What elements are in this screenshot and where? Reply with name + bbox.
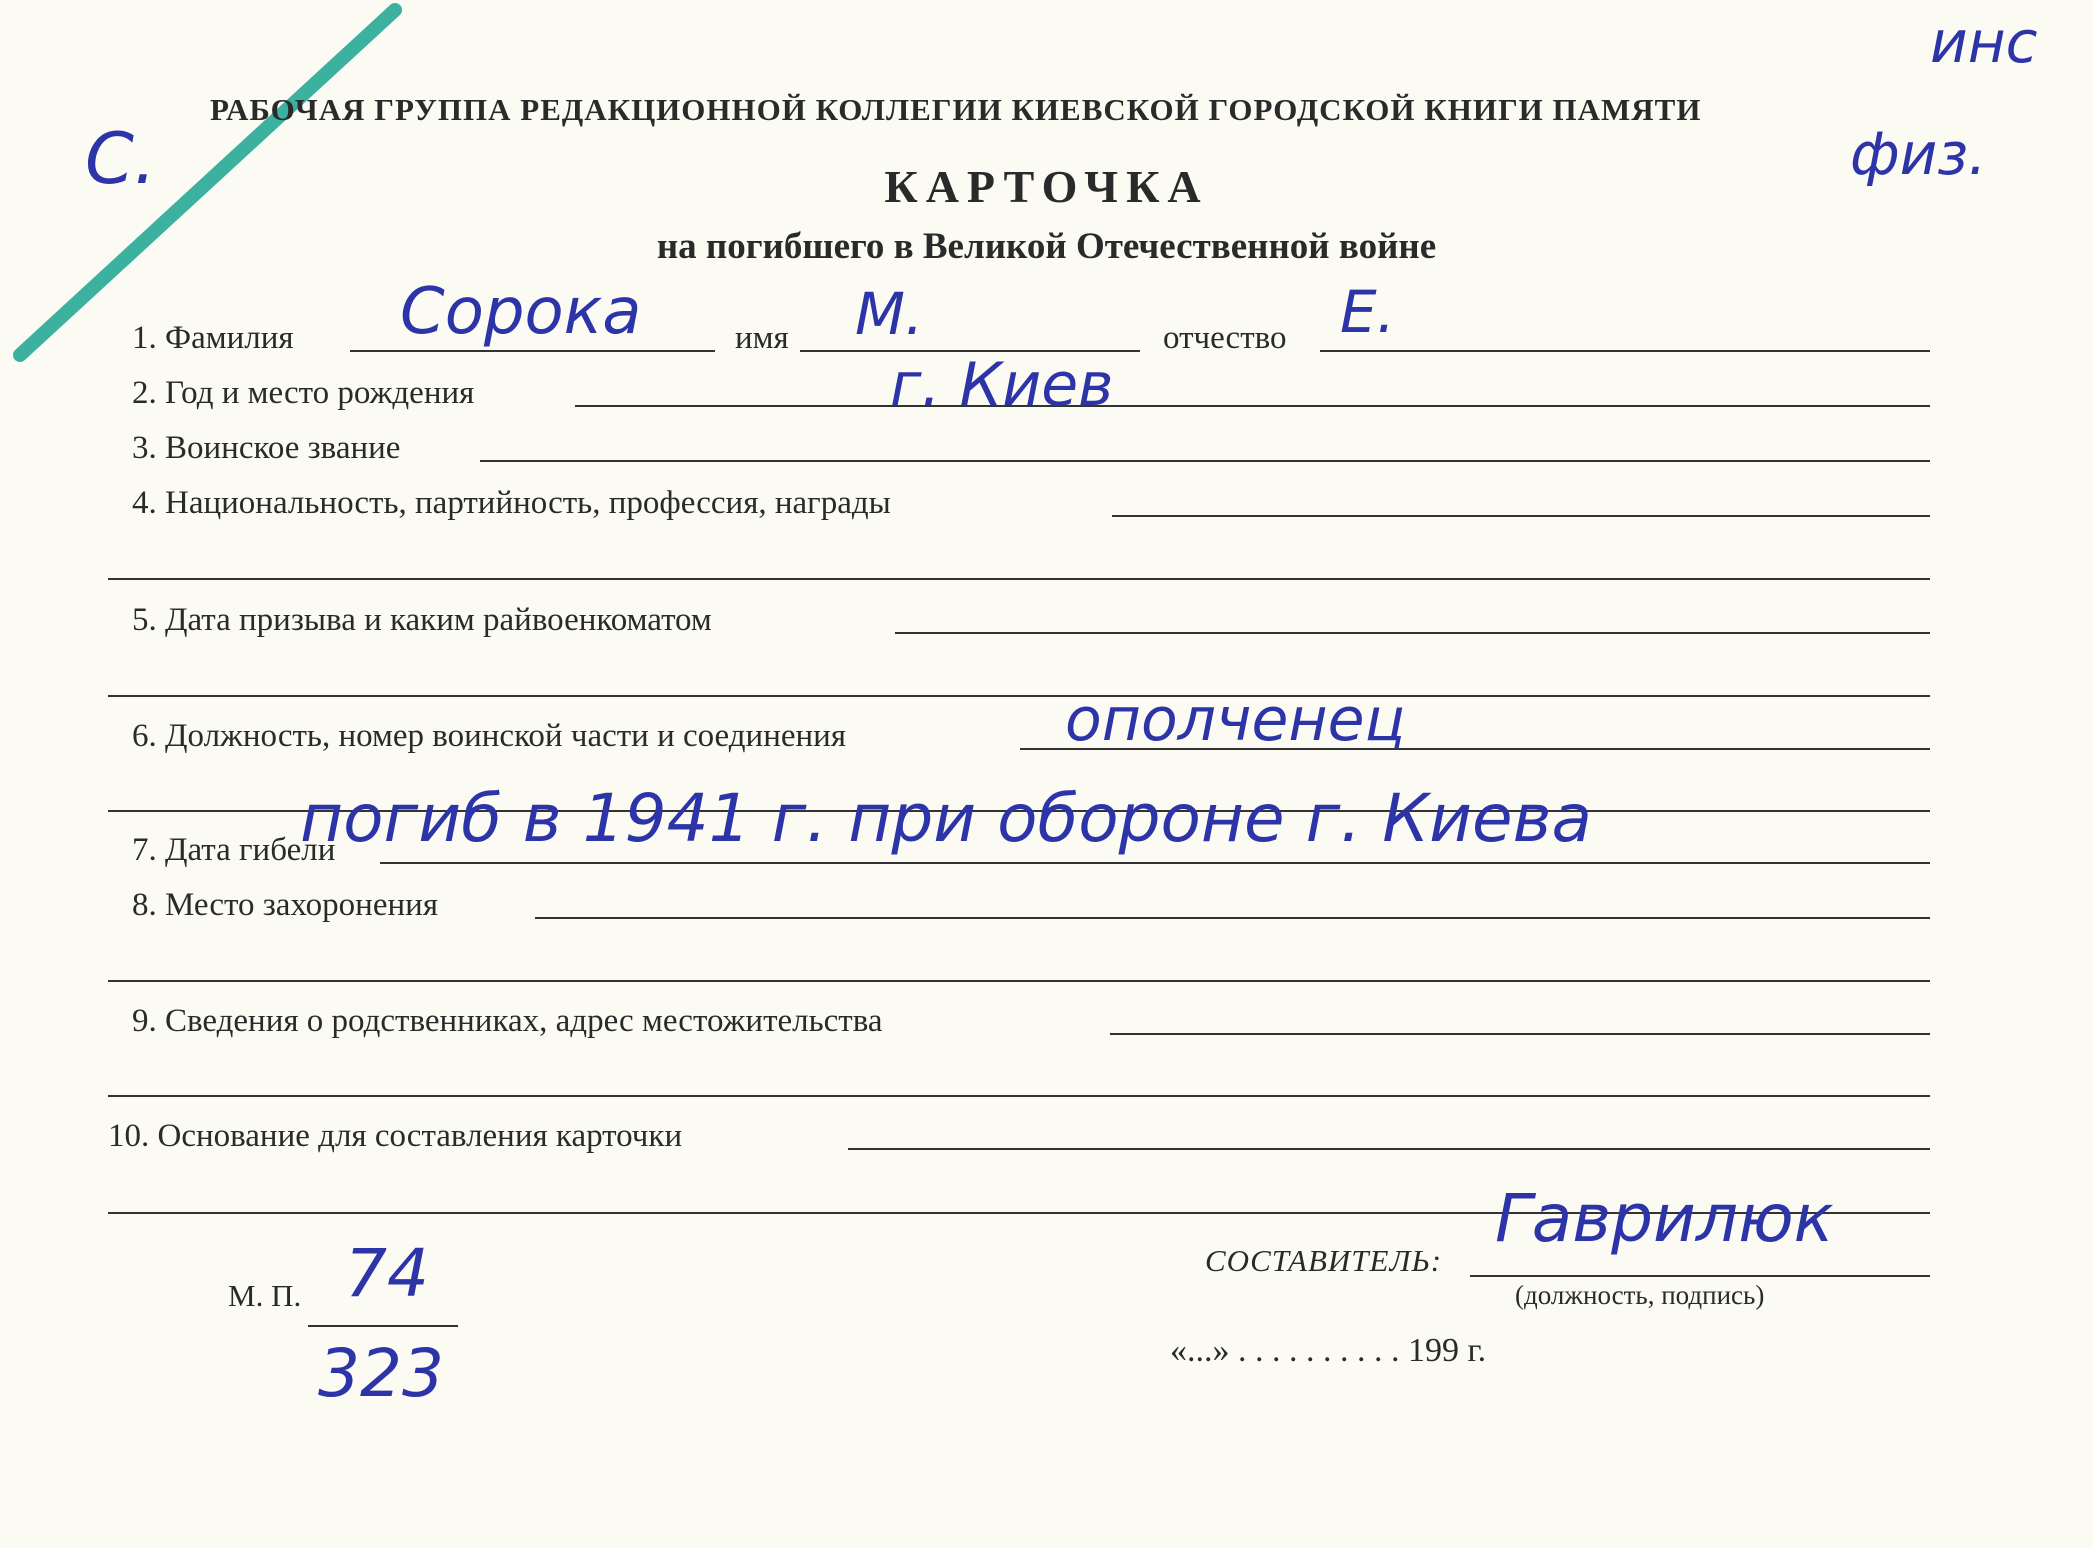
compiler-signature: Гаврилюк bbox=[1495, 1180, 1834, 1257]
death-value: погиб в 1941 г. при обороне г. Киева bbox=[300, 780, 1592, 857]
name-value: М. bbox=[855, 280, 924, 348]
conscription-line-2 bbox=[108, 695, 1930, 697]
surname-line bbox=[350, 350, 715, 352]
field-patronymic-label: отчество bbox=[1163, 320, 1287, 356]
mp-number-top: 74 bbox=[345, 1235, 429, 1312]
burial-line bbox=[535, 917, 1930, 919]
surname-value: Сорока bbox=[400, 275, 642, 349]
compiler-label: СОСТАВИТЕЛЬ: bbox=[1205, 1243, 1443, 1278]
compiler-position-caption: (должность, подпись) bbox=[1515, 1280, 1765, 1310]
death-date-line bbox=[380, 862, 1930, 864]
field-relatives-label: 9. Сведения о родственниках, адрес местожительства bbox=[132, 1003, 883, 1039]
basis-line bbox=[848, 1148, 1930, 1150]
field-birth-label: 2. Год и место рождения bbox=[132, 375, 475, 411]
corner-note-right-2: физ. bbox=[1850, 120, 1987, 188]
field-death-date-label: 7. Дата гибели bbox=[132, 832, 336, 868]
field-surname-label: 1. Фамилия bbox=[132, 320, 294, 356]
corner-note-right-1: инс bbox=[1930, 8, 2038, 76]
position-value: ополченец bbox=[1065, 685, 1406, 755]
field-conscription-label: 5. Дата призыва и каким райвоенкоматом bbox=[132, 602, 712, 638]
birth-line bbox=[575, 405, 1930, 407]
field-rank-label: 3. Воинское звание bbox=[132, 430, 401, 466]
card-title: КАРТОЧКА bbox=[884, 161, 1209, 212]
patronymic-value: Е. bbox=[1340, 278, 1396, 346]
field-basis-label: 10. Основание для составления карточки bbox=[108, 1118, 683, 1154]
birthplace-value: г. Киев bbox=[890, 350, 1114, 420]
relatives-line bbox=[1110, 1033, 1930, 1035]
relatives-line-2 bbox=[108, 1095, 1930, 1097]
burial-line-2 bbox=[108, 980, 1930, 982]
field-name-label: имя bbox=[735, 320, 789, 356]
rank-line bbox=[480, 460, 1930, 462]
field-nationality-label: 4. Национальность, партийность, профессия, награды bbox=[132, 485, 891, 521]
corner-note-left: С. bbox=[85, 118, 157, 200]
patronymic-line bbox=[1320, 350, 1930, 352]
field-position-label: 6. Должность, номер воинской части и соединения bbox=[132, 718, 846, 754]
compiler-line bbox=[1470, 1275, 1930, 1277]
field-burial-label: 8. Место захоронения bbox=[132, 887, 438, 923]
organization-header: РАБОЧАЯ ГРУППА РЕДАКЦИОННОЙ КОЛЛЕГИИ КИЕВСКОЙ ГОРОДСКОЙ КНИГИ ПАМЯТИ bbox=[210, 92, 1702, 127]
mp-number-bottom: 323 bbox=[318, 1335, 444, 1412]
compiler-date: «...» . . . . . . . . . . 199 г. bbox=[1170, 1332, 1487, 1369]
card-subtitle: на погибшего в Великой Отечественной войне bbox=[656, 226, 1437, 267]
nationality-line-2 bbox=[108, 578, 1930, 580]
nationality-line bbox=[1112, 515, 1930, 517]
stamp-place-label: М. П. bbox=[228, 1278, 302, 1313]
mp-fraction-line bbox=[308, 1325, 458, 1327]
conscription-line bbox=[895, 632, 1930, 634]
